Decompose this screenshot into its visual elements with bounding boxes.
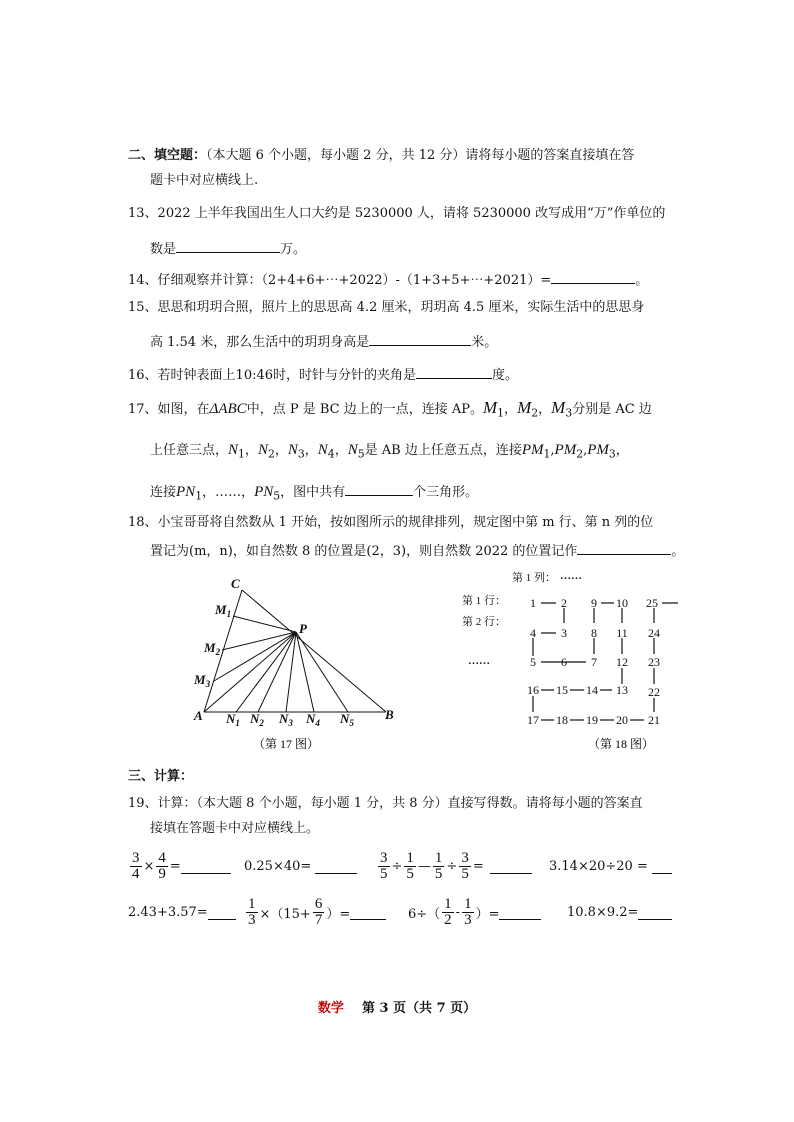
fig18-num-4: 4 — [530, 626, 536, 640]
fig18-row-dots: …… — [468, 655, 490, 667]
fig18-num-12: 12 — [616, 655, 628, 669]
q16-unit: 度。 — [492, 368, 519, 383]
fig18-row1-label: 第 1 行： — [462, 595, 506, 607]
fig17-lines — [204, 590, 386, 712]
label-n4: $N_4$ — [306, 711, 320, 728]
q13-text: 数是 — [150, 242, 177, 257]
q13-line1: 13、2022 上半年我国出生人口大约是 5230000 人，请将 5230000 改写成用“万”作单位的 — [128, 206, 666, 221]
q17-text-4: 上任意三点， — [150, 443, 229, 458]
calc1-frac2: $\frac{4}{9}$ — [158, 849, 166, 882]
fig18-num-6: 6 — [561, 655, 567, 669]
fig18-num-15: 15 — [556, 683, 568, 697]
calc-7: 6÷（ $\frac{1}{2}$ - $\frac{1}{3}$ ）= — [408, 890, 541, 934]
fig18-col-dots: …… — [560, 570, 582, 582]
q17-text-6: 连接 — [150, 485, 177, 500]
fig18-num-22: 22 — [648, 685, 660, 699]
fig18-num-24: 24 — [648, 626, 660, 640]
q16-text: 16、若时钟表面上10:46时，时针与分针的夹角是 — [128, 368, 417, 383]
q17-text-5: 是 AB 边上任意五点，连接 — [364, 443, 522, 458]
segment-ap — [204, 632, 296, 712]
q15-line1: 15、思思和玥玥合照，照片上的思思高 4.2 厘米，玥玥高 4.5 厘米，实际生活中的思思身 — [128, 300, 645, 315]
fig18-num-8: 8 — [591, 626, 597, 640]
section2-intro-cont: 题卡中对应横线上. — [150, 173, 259, 188]
fig18-caption: （第 18 图） — [588, 737, 655, 751]
q14-end: 。 — [635, 273, 649, 288]
q18-text: 置记为(m，n)，如自然数 8 的位置是(2，3)，则自然数 2022 的位置记作 — [150, 544, 578, 559]
calc2-answer-blank[interactable] — [315, 859, 357, 874]
fig18-num-3: 3 — [561, 626, 567, 640]
segment-pm1 — [233, 616, 296, 632]
fig18-num-25: 25 — [646, 596, 658, 610]
calc-8: 10.8×9.2= — [567, 892, 672, 932]
section2-title: 二、填空题： — [128, 148, 207, 163]
q17-text-7: ，图中共有 — [280, 485, 346, 500]
page-footer — [0, 997, 794, 1016]
calc3-answer-blank[interactable] — [490, 859, 532, 874]
label-n3: $N_3$ — [279, 711, 293, 728]
q19-line1: 19、计算：（本大题 8 个小题，每小题 1 分，共 8 分）直接写得数。请将每小题的答案直 — [128, 796, 643, 811]
fig18-row2-label: 第 2 行： — [462, 616, 506, 628]
calc-2: 0.25×40= — [244, 846, 357, 886]
fig18-num-14: 14 — [586, 683, 598, 697]
q14-text: 14、仔细观察并计算：（2+4+6+⋯+2022）-（1+3+5+⋯+2021）= — [128, 273, 552, 288]
footer-page: 第 3 页（共 7 页） — [361, 1001, 477, 1016]
q17-text-3: 分别是 AC 边 — [572, 402, 652, 417]
fig18-num-16: 16 — [527, 683, 539, 697]
calc1-frac1: $\frac{3}{4}$ — [132, 849, 140, 882]
fig18-num-7: 7 — [591, 655, 597, 669]
fig18-num-9: 9 — [591, 596, 597, 610]
q17-line2: 上任意三点，$N_1$，$N_2$，$N_3$，$N_4$，$N_5$是 AB 边上任意五点，连接$PM_1,PM_2,PM_3$， — [150, 442, 629, 461]
calc-5: 2.43+3.57= — [128, 892, 236, 932]
q17-text-8: 个三角形。 — [413, 485, 479, 500]
section3-title: 三、计算： — [128, 769, 194, 784]
q17-line1: 17、如图，在ΔABC中，点 P 是 BC 边上的一点，连接 AP。$M_1$，$M_2$，$M_3$分别是 AC 边 — [128, 398, 652, 420]
fig18-num-20: 20 — [616, 713, 628, 727]
label-n1: $N_1$ — [226, 711, 240, 728]
fig18-num-23: 23 — [648, 655, 660, 669]
section2-intro: （本大题 6 个小题，每小题 2 分，共 12 分）请将每小题的答案直接填在答 — [206, 148, 635, 163]
fig18-num-13: 13 — [616, 683, 628, 697]
fig18-num-5: 5 — [530, 655, 536, 669]
fig18-num-10: 10 — [616, 596, 628, 610]
q17-m2: M — [517, 398, 532, 417]
q17-line3: 连接$PN_1$，……，$PN_5$，图中共有 个三角形。 — [150, 480, 478, 509]
label-m1: $M_1$ — [215, 602, 232, 619]
calc5-answer-blank[interactable] — [208, 905, 236, 920]
calc1-answer-blank[interactable] — [181, 859, 231, 874]
calc-6: $\frac{1}{3}$ ×（15+ $\frac{6}{7}$ ）= — [244, 890, 386, 934]
label-p: P — [299, 621, 307, 636]
fig18-num-2: 2 — [561, 596, 567, 610]
fig18-num-21: 21 — [648, 713, 660, 727]
label-m2: $M_2$ — [204, 640, 221, 657]
calc7-answer-blank[interactable] — [499, 905, 541, 920]
fig17-caption: （第 17 图） — [253, 737, 320, 751]
q18-line1: 18、小宝哥哥将自然数从 1 开始，按如图所示的规律排列，规定图中第 m 行、第 n 列的位 — [128, 515, 654, 530]
fig18-num-17: 17 — [527, 713, 539, 727]
fig18-num-19: 19 — [586, 713, 598, 727]
label-c: C — [231, 576, 240, 591]
label-n2: $N_2$ — [250, 711, 264, 728]
fig18-num-1: 1 — [530, 596, 536, 610]
q17-text-1: 17、如图，在 — [128, 402, 210, 417]
fig18-num-11: 11 — [616, 626, 628, 640]
calc8-answer-blank[interactable] — [638, 905, 672, 920]
q17-m3: M — [551, 398, 566, 417]
calc4-answer-blank[interactable] — [652, 859, 672, 874]
footer-subject: 数学 — [317, 1001, 344, 1016]
calc-3: $\frac{3}{5}$ ÷ $\frac{1}{5}$ — $\frac{1}{5}$ ÷ $\frac{3}{5}$ = — [376, 846, 532, 886]
label-m3: $M_3$ — [194, 672, 211, 689]
label-n5: $N_5$ — [340, 711, 354, 728]
segment-pn5 — [296, 632, 348, 712]
fig18-col-label: 第 1 列： — [512, 572, 556, 584]
q17-triangle-label: ΔABC — [209, 401, 247, 417]
label-b: B — [385, 707, 394, 722]
q19-line2: 接填在答题卡中对应横线上。 — [150, 821, 320, 836]
q18-end: 。 — [671, 544, 685, 559]
q17-m1: M — [482, 398, 498, 417]
q17-text-2: 中，点 P 是 BC 边上的一点，连接 AP。 — [246, 402, 483, 417]
fig18-num-18: 18 — [556, 713, 568, 727]
label-a: A — [194, 708, 203, 723]
q13-unit: 万。 — [280, 242, 307, 257]
q15-text: 高 1.54 米，那么生活中的玥玥身高是 — [150, 335, 370, 350]
calc6-answer-blank[interactable] — [350, 905, 386, 920]
calc-1: $\frac{3}{4}$ × $\frac{4}{9}$ = — [128, 846, 231, 886]
q15-unit: 米。 — [471, 335, 498, 350]
calc-4: 3.14×20÷20 = — [549, 846, 672, 886]
segment-pn2 — [258, 632, 296, 712]
